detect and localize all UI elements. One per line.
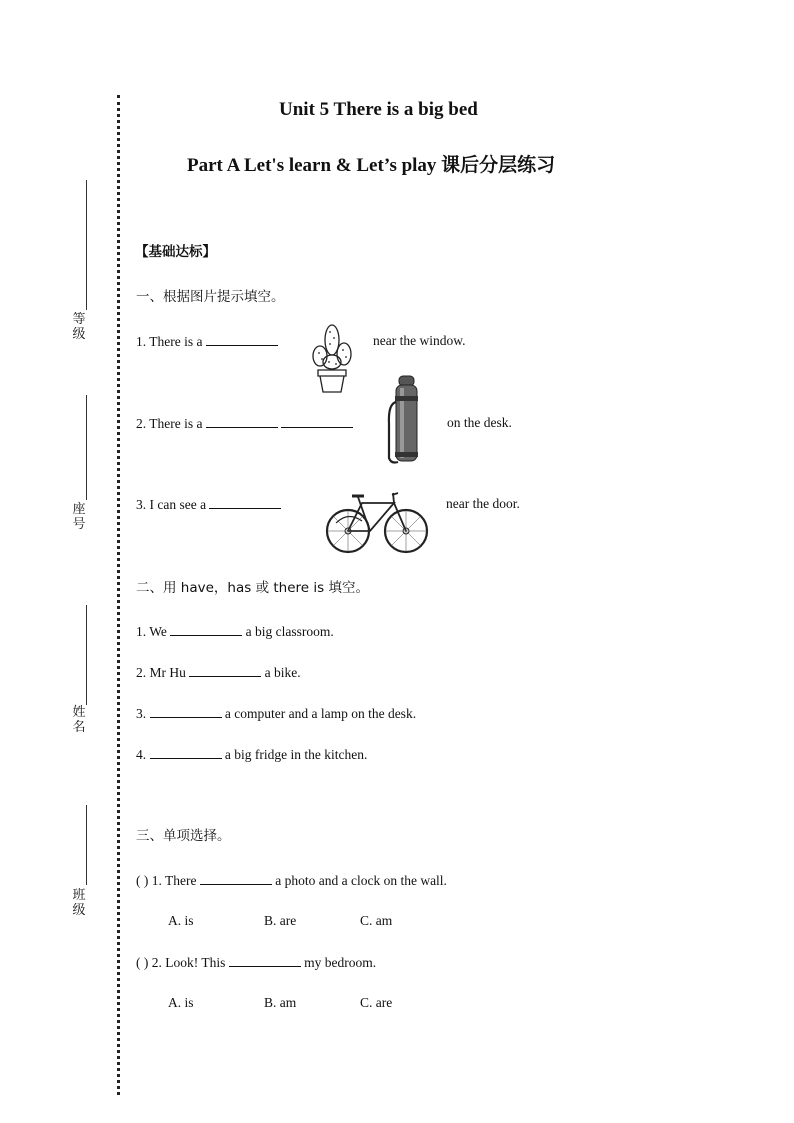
part1-q2: 2. There is a: [136, 415, 353, 432]
answer-blank[interactable]: [281, 415, 353, 428]
binding-label-class: 班级: [72, 888, 86, 918]
binding-label-seat: 座号: [72, 502, 86, 532]
part2-q4: 4. a big fridge in the kitchen.: [136, 747, 368, 762]
part1-q3: 3. I can see a: [136, 496, 281, 513]
binding-label-name: 姓名: [72, 705, 86, 735]
part1-heading: 一、根据图片提示填空。: [136, 289, 285, 305]
part1-q2-after: on the desk.: [447, 415, 512, 430]
binding-blank-class: [86, 805, 87, 885]
cactus-plant-image: [306, 320, 358, 394]
part2-heading: 二、用 have，has 或 there is 填空。: [136, 580, 369, 596]
part3-q1-option-b[interactable]: B. are: [264, 913, 297, 928]
answer-blank[interactable]: [150, 746, 222, 759]
binding-dotted-line: [117, 95, 120, 1095]
binding-blank-name: [86, 605, 87, 705]
binding-blank-level: [86, 180, 87, 310]
part3-q2-option-a[interactable]: A. is: [168, 995, 194, 1010]
answer-blank[interactable]: [206, 415, 278, 428]
answer-blank[interactable]: [206, 333, 278, 346]
answer-blank[interactable]: [150, 705, 222, 718]
part3-q2-option-b[interactable]: B. am: [264, 995, 297, 1010]
part1-q3-after: near the door.: [446, 496, 520, 511]
binding-blank-seat: [86, 395, 87, 500]
part1-q1-after: near the window.: [373, 333, 466, 348]
answer-blank[interactable]: [229, 954, 301, 967]
part3-heading: 三、单项选择。: [136, 828, 231, 844]
answer-blank[interactable]: [209, 496, 281, 509]
section-basic-label: 【基础达标】: [135, 244, 216, 260]
answer-blank[interactable]: [170, 623, 242, 636]
part2-q2: 2. Mr Hu a bike.: [136, 665, 301, 680]
part3-q1-option-a[interactable]: A. is: [168, 913, 194, 928]
part3-q1: ( ) 1. There a photo and a clock on the wall.: [136, 873, 447, 888]
part3-q2-option-c[interactable]: C. are: [360, 995, 393, 1010]
bicycle-image: [322, 485, 430, 555]
binding-label-level: 等级: [72, 312, 86, 342]
part3-q1-option-c[interactable]: C. am: [360, 913, 393, 928]
part2-q1: 1. We a big classroom.: [136, 624, 334, 639]
part2-q3: 3. a computer and a lamp on the desk.: [136, 706, 417, 721]
page-subtitle: Part A Let's learn & Let’s play 课后分层练习: [187, 155, 556, 176]
thermos-flask-image: [386, 374, 426, 466]
page-title: Unit 5 There is a big bed: [279, 99, 478, 120]
answer-blank[interactable]: [200, 872, 272, 885]
part1-q1: 1. There is a: [136, 333, 278, 350]
part3-q2: ( ) 2. Look! This my bedroom.: [136, 955, 377, 970]
answer-blank[interactable]: [189, 664, 261, 677]
